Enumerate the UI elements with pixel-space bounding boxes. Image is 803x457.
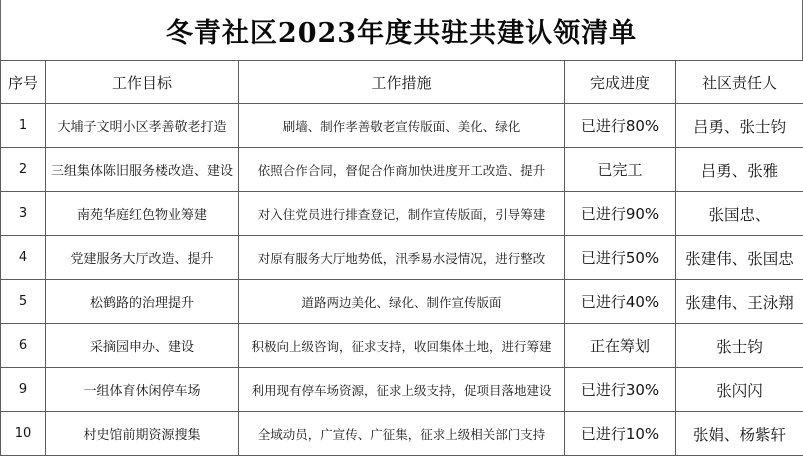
cell-owner: 张国忠、 (676, 192, 803, 236)
cell-measures: 全域动员，广宣传、广征集，征求上级相关部门支持 (239, 412, 565, 456)
document-title: 冬青社区2023年度共驻共建认领清单 (0, 0, 803, 60)
cell-owner: 张士钧 (676, 324, 803, 368)
table-row (1, 280, 803, 324)
cell-goal: 大埔子文明小区孝善敬老打造 (46, 104, 239, 148)
header-measures: 工作措施 (239, 61, 565, 104)
cell-owner: 张闪闪 (676, 368, 803, 412)
cell-measures: 对入住党员进行排查登记，制作宣传版面，引导筹建 (239, 192, 565, 236)
table-row (1, 368, 803, 412)
cell-owner: 吕勇、张雅 (676, 148, 803, 192)
cell-no: 9 (1, 368, 46, 412)
cell-measures: 道路两边美化、绿化、制作宣传版面 (239, 280, 565, 324)
cell-measures: 积极向上级咨询，征求支持，收回集体土地，进行筹建 (239, 324, 565, 368)
cell-progress: 已进行30% (565, 368, 676, 412)
cell-goal: 松鹤路的治理提升 (46, 280, 239, 324)
cell-owner: 张娟、杨紫轩 (676, 412, 803, 456)
cell-goal: 三组集体陈旧服务楼改造、建设 (46, 148, 239, 192)
table-row (1, 412, 803, 456)
cell-goal: 村史馆前期资源搜集 (46, 412, 239, 456)
cell-goal: 党建服务大厅改造、提升 (46, 236, 239, 280)
cell-no: 1 (1, 104, 46, 148)
cell-no: 5 (1, 280, 46, 324)
cell-progress: 已进行40% (565, 280, 676, 324)
table-row (1, 236, 803, 280)
cell-goal: 采摘园申办、建设 (46, 324, 239, 368)
table-row (1, 324, 803, 368)
claim-list-table (0, 60, 803, 456)
cell-progress: 正在筹划 (565, 324, 676, 368)
cell-owner: 张建伟、张国忠 (676, 236, 803, 280)
cell-no: 3 (1, 192, 46, 236)
table-row (1, 104, 803, 148)
cell-measures: 对原有服务大厅地势低，汛季易水浸情况，进行整改 (239, 236, 565, 280)
header-no: 序号 (1, 61, 46, 104)
cell-measures: 利用现有停车场资源，征求上级支持，促项目落地建设 (239, 368, 565, 412)
cell-goal: 一组体育休闲停车场 (46, 368, 239, 412)
cell-no: 2 (1, 148, 46, 192)
header-owner: 社区责任人 (676, 61, 803, 104)
cell-progress: 已进行50% (565, 236, 676, 280)
cell-progress: 已进行80% (565, 104, 676, 148)
cell-measures: 刷墙、制作孝善敬老宣传版面、美化、绿化 (239, 104, 565, 148)
header-progress: 完成进度 (565, 61, 676, 104)
cell-progress: 已进行10% (565, 412, 676, 456)
header-goal: 工作目标 (46, 61, 239, 104)
table-header-row (1, 61, 803, 104)
cell-owner: 吕勇、张士钧 (676, 104, 803, 148)
cell-no: 10 (1, 412, 46, 456)
table-row (1, 148, 803, 192)
cell-owner: 张建伟、王泳翔 (676, 280, 803, 324)
cell-progress: 已完工 (565, 148, 676, 192)
cell-goal: 南苑华庭红色物业筹建 (46, 192, 239, 236)
table-row (1, 192, 803, 236)
cell-no: 6 (1, 324, 46, 368)
cell-progress: 已进行90% (565, 192, 676, 236)
cell-no: 4 (1, 236, 46, 280)
cell-measures: 依照合作合同，督促合作商加快进度开工改造、提升 (239, 148, 565, 192)
